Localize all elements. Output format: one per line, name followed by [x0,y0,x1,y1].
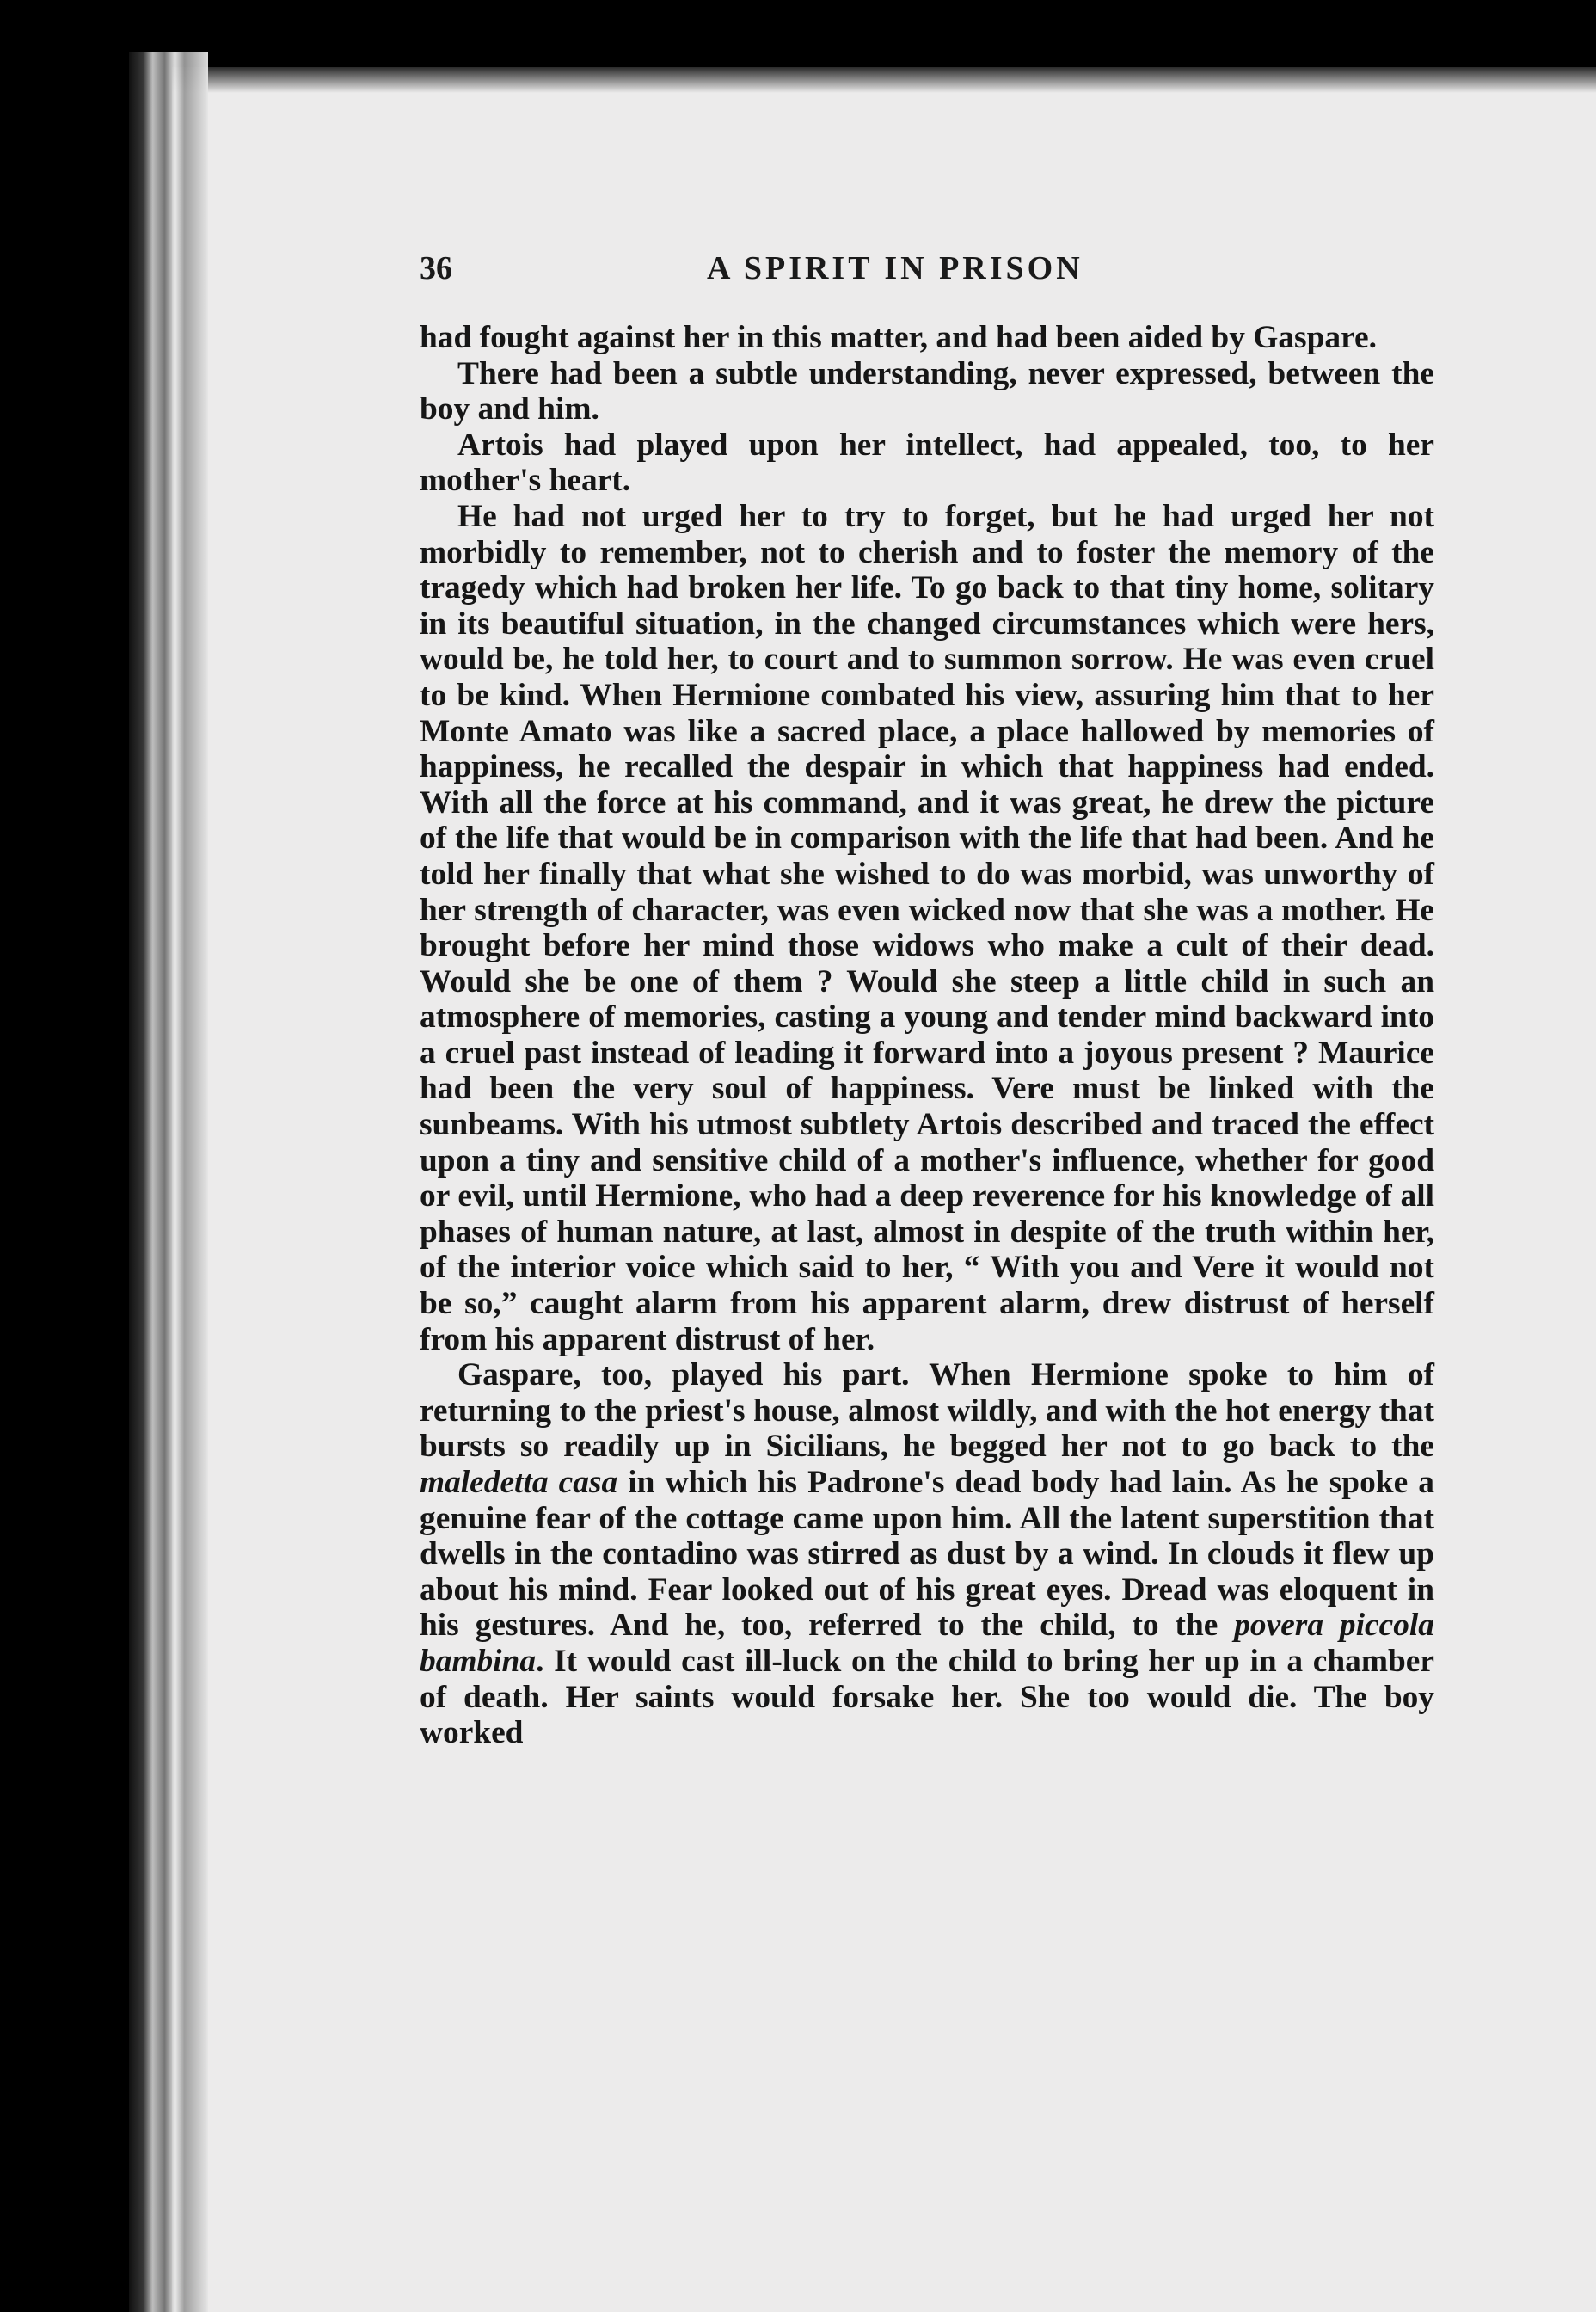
paragraph-text: Gaspare, too, played his part. When Hermione spoke to him of returning to the priest's house, almost wildly, and with the hot energy that bursts so readily up in Sicilians, he begged her not to go back to the [420,1357,1434,1465]
paragraph: had fought against her in this matter, and had been aided by Gaspare. [420,320,1377,355]
paragraph: He had not urged her to try to forget, but he had urged her not morbidly to remember, not to cherish and to foster the memory of the tragedy which had broken her life. To go back to that tiny home, solitary in its beautiful situation, in the changed circumstances which were hers, would be, he told her, to court and to summon sorrow. He was even cruel to be kind. When Hermione combated his view, assuring him that to her Monte Amato was like a sacred place, a place hallowed by memories of happiness, he recalled the despair in which that happiness had ended. With all the force at his command, and it was great, he drew the picture of the life that would be in comparison with the life that had been. And he told her finally that what she wished to do was morbid, was unworthy of her strength of character, was even wicked now that she was a mother. He brought before her mind those widows who make a cult of their dead. Would she be one of them ? Would she steep a little child in such an atmosphere of memories, casting a young and tender mind backward into a cruel past instead of leading it forward into a joyous present ? Maurice had been the very soul of happiness. Vere must be linked with the sunbeams. With his utmost subtlety Artois described and traced the effect upon a tiny and sensitive child of a mother's influence, whether for good or evil, until Hermione, who had a deep reverence for his knowledge of all phases of human nature, at last, almost in despite of the truth within her, of the interior voice which said to her, “ With you and Vere it would not be so,” caught alarm from his apparent alarm, drew distrust of herself from his apparent distrust of her. [420,498,1434,1357]
page-top-shadow [172,67,1596,93]
book-binding-edge [129,52,208,2312]
paragraph: There had been a subtle understanding, never expressed, between the boy and him. [420,355,1434,427]
italic-phrase: povera piccola bambina [420,1608,1434,1679]
paragraph-text: . It would cast ill-luck on the child to bring her up in a chamber of death. Her saints would forsake her. She too would die. The boy worked [420,1643,1434,1751]
paragraph: Artois had played upon her intellect, had appealed, too, to her mother's heart. [420,427,1434,499]
page-header [420,249,1434,301]
body-text [420,320,1434,1751]
paragraph-text: in which his Padrone's dead body had lain. As he spoke a genuine fear of the cottage came upon him. All the latent superstition that dwells in the contadino was stirred as dust by a wind. In clouds it flew up about his mind. Fear looked out of his great eyes. Dread was eloquent in his gestures. And he, too, referred to the child, to the [420,1465,1434,1644]
paragraph [420,1357,1434,1751]
page-number: 36 [420,250,452,286]
running-head: A SPIRIT IN PRISON [707,250,1083,286]
italic-phrase: maledetta casa [420,1465,618,1500]
